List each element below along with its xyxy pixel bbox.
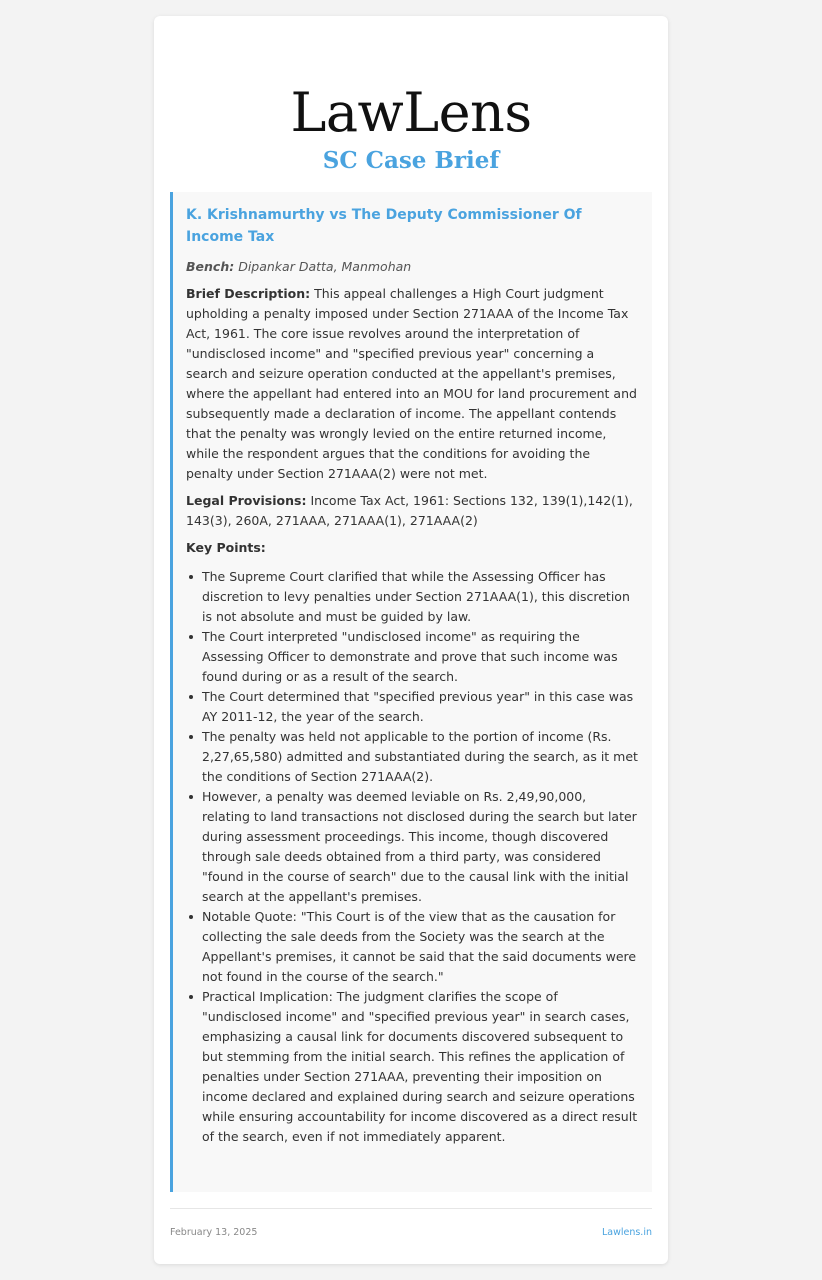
legal-provisions [186,491,638,531]
provisions-label: Legal Provisions: [186,493,307,508]
brief-description [186,284,638,484]
provisions-text: Income Tax Act, 1961: Sections 132, 139(1),142(1), 143(3), 260A, 271AAA, 271AAA(1), 271AAA(2) [186,493,633,528]
brief-card [154,16,668,1264]
case-brief-panel [170,192,652,1192]
brand-logo: LawLens [290,81,532,144]
key-point: Notable Quote: "This Court is of the view that as the causation for collecting the sale deeds from the Society was the search at the Appellant's premises, it cannot be said that the said documents were not found in the course of the search." [186,907,638,987]
footer-date: February 13, 2025 [170,1227,258,1238]
footer-divider [170,1208,652,1209]
key-points-list [186,567,638,1147]
bench-label: Bench: [186,259,235,274]
bench-value: Dipankar Datta, Manmohan [234,259,412,274]
key-point: The Supreme Court clarified that while the Assessing Officer has discretion to levy penalties under Section 271AAA(1), this discretion is not absolute and must be guided by law. [186,567,638,627]
description-text: This appeal challenges a High Court judgment upholding a penalty imposed under Section 271AAA of the Income Tax Act, 1961. The core issue revolves around the interpretation of "undisclosed income" and "specified previous year" concerning a search and seizure operation conducted at the appellant's premises, where the appellant had entered into an MOU for land procurement and subsequently made a declaration of income. The appellant contends that the penalty was wrongly levied on the entire returned income, while the respondent argues that the conditions for avoiding the penalty under Section 271AAA(2) were not met. [186,286,637,481]
key-point: The penalty was held not applicable to the portion of income (Rs. 2,27,65,580) admitted and substantiated during the search, as it met the conditions of Section 271AAA(2). [186,727,638,787]
case-title: K. Krishnamurthy vs The Deputy Commissioner Of Income Tax [186,207,582,245]
page-subtitle: SC Case Brief [322,147,500,174]
bench-line [186,257,638,277]
description-label: Brief Description: [186,286,311,301]
key-point: The Court interpreted "undisclosed income" as requiring the Assessing Officer to demonstrate and prove that such income was found during or as a result of the search. [186,627,638,687]
footer-site-link[interactable]: Lawlens.in [601,1227,652,1238]
key-point: However, a penalty was deemed leviable on Rs. 2,49,90,000, relating to land transactions not disclosed during the search but later during assessment proceedings. This income, though discovered through sale deeds obtained from a third party, was considered "found in the course of search" due to the causal link with the initial search at the appellant's premises. [186,787,638,907]
key-point: Practical Implication: The judgment clarifies the scope of "undisclosed income" and "specified previous year" in search cases, emphasizing a causal link for documents discovered subsequent to but stemming from the initial search. This refines the application of penalties under Section 271AAA, preventing their imposition on income declared and explained during search and seizure operations while ensuring accountability for income discovered as a direct result of the search, even if not immediately apparent. [186,987,638,1147]
key-points-heading: Key Points: [186,540,266,555]
key-point: The Court determined that "specified previous year" in this case was AY 2011-12, the year of the search. [186,687,638,727]
